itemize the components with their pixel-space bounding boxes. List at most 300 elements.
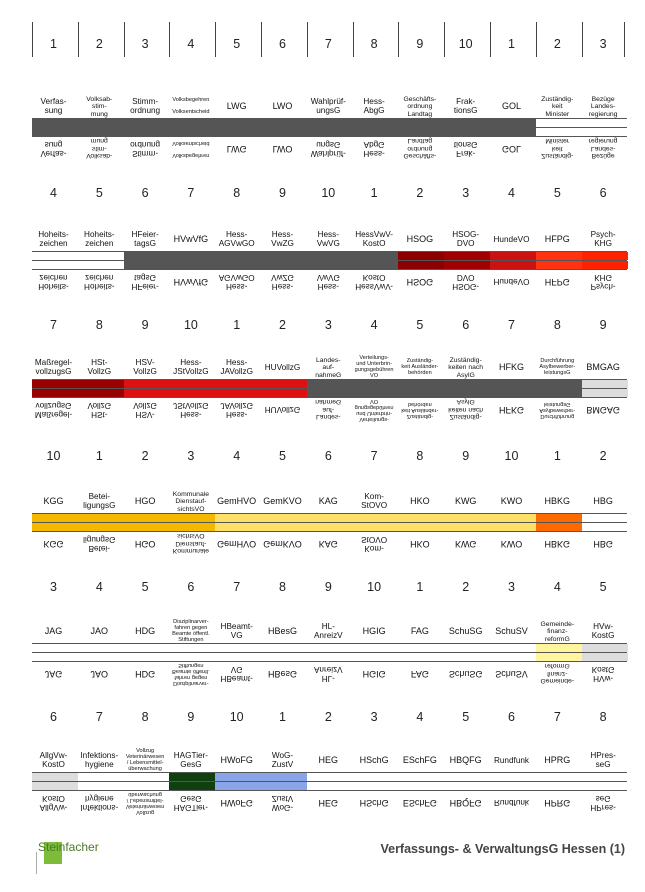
status-cell xyxy=(582,644,628,652)
law-label[interactable]: Frak- tionsG xyxy=(453,97,478,115)
law-label[interactable]: HPres- seG xyxy=(590,751,616,769)
status-cell xyxy=(307,782,353,790)
law-label-mirrored: Hess- AbgG xyxy=(363,140,385,158)
status-cell xyxy=(490,514,536,522)
law-label-mirrored: HessVwV- KostO xyxy=(355,273,393,291)
status-cell xyxy=(353,782,399,790)
status-cell xyxy=(444,782,490,790)
law-label[interactable]: HBQFG xyxy=(449,755,482,766)
status-cell xyxy=(582,261,628,269)
row-number: 6 xyxy=(141,186,149,200)
bar-rule xyxy=(32,531,627,532)
law-label[interactable]: HBKG xyxy=(544,496,571,507)
row-number: 10 xyxy=(46,449,61,463)
status-cell xyxy=(78,119,124,127)
row-number: 8 xyxy=(553,318,561,332)
law-labels-mirrored xyxy=(32,399,627,421)
law-label-mirrored: Stimm- ordnung xyxy=(130,140,161,158)
row-number: 6 xyxy=(50,710,57,724)
status-bar-row xyxy=(32,380,627,388)
status-cell xyxy=(444,773,490,781)
law-label[interactable]: AllgVw- KostO xyxy=(39,751,68,769)
law-label-mirrored: HSchG xyxy=(359,797,389,808)
row-number: 8 xyxy=(599,710,607,724)
law-label-mirrored: KWG xyxy=(454,538,477,549)
footer-divider xyxy=(36,852,37,874)
row-number: 5 xyxy=(599,580,607,594)
law-label-mirrored: Zuständig- keit Minister xyxy=(541,137,574,159)
top-number-tab xyxy=(353,0,396,75)
law-label[interactable]: HBG xyxy=(593,496,613,507)
status-cell xyxy=(261,773,307,781)
law-label[interactable]: HSOG xyxy=(406,234,434,245)
status-cell xyxy=(444,252,490,260)
law-label-mirrored: Disziplinarver- fahren gegen Beamte öffentl. Stiftungen xyxy=(172,662,210,686)
top-number: 2 xyxy=(553,37,561,51)
law-label[interactable]: FAG xyxy=(410,626,429,637)
top-number-tab xyxy=(261,0,304,75)
law-label[interactable]: HEG xyxy=(318,755,339,766)
row-number: 6 xyxy=(508,710,515,724)
row-number: 7 xyxy=(370,449,378,463)
status-cell xyxy=(215,773,261,781)
status-cell xyxy=(124,119,170,127)
law-block xyxy=(32,491,627,555)
law-labels-row xyxy=(32,750,627,772)
law-label-mirrored: GemKVO xyxy=(263,538,302,549)
status-cell xyxy=(78,252,124,260)
status-cell xyxy=(124,523,170,531)
law-label[interactable]: HUVollzG xyxy=(264,362,301,372)
status-cell xyxy=(215,119,261,127)
row-number: 2 xyxy=(324,710,332,724)
law-label[interactable]: Hess- JAVollzG xyxy=(220,358,253,376)
law-labels-mirrored xyxy=(32,663,627,685)
status-cell xyxy=(536,261,582,269)
row-number: 7 xyxy=(95,710,103,724)
status-cell xyxy=(444,119,490,127)
law-label-mirrored: SchuSV xyxy=(495,668,528,679)
status-cell xyxy=(307,644,353,652)
law-label[interactable]: Hess- VwZG xyxy=(271,230,294,248)
status-cell xyxy=(261,644,307,652)
law-label[interactable]: HSt- VollzG xyxy=(87,358,112,376)
status-cell xyxy=(124,773,170,781)
status-cell xyxy=(536,773,582,781)
top-number-tab xyxy=(307,0,350,75)
status-cell xyxy=(536,782,582,790)
law-label-mirrored: Betei- ligungsG xyxy=(83,535,116,553)
law-label-mirrored: Vollzug Veterinärwesen / Lebensmittel- überwachung xyxy=(125,791,165,815)
law-label[interactable]: KWG xyxy=(454,496,477,507)
status-cell xyxy=(307,261,353,269)
law-label[interactable]: Bezüge Landes- regierung xyxy=(588,96,618,118)
law-label[interactable]: GemHVO xyxy=(217,496,257,507)
row-number: 8 xyxy=(95,318,103,332)
status-cell xyxy=(32,514,78,522)
status-cell xyxy=(124,380,170,388)
law-label-mirrored: HBesG xyxy=(267,668,297,679)
law-label-mirrored: HKO xyxy=(410,538,430,549)
number-row xyxy=(18,186,630,206)
law-block xyxy=(32,750,627,814)
law-label-mirrored: Kommunale Dienstauf- sichtsVO xyxy=(172,532,210,554)
law-label[interactable]: KWO xyxy=(500,496,523,507)
top-number: 7 xyxy=(324,37,332,51)
law-label[interactable]: HFeier- tagsG xyxy=(131,230,159,248)
status-cell xyxy=(169,523,215,531)
top-number-tab xyxy=(444,0,487,75)
top-number-tab xyxy=(490,0,533,75)
status-cell xyxy=(490,119,536,127)
law-label-mirrored: JAG xyxy=(44,668,63,679)
law-label[interactable]: Betei- ligungsG xyxy=(83,492,116,510)
law-label[interactable]: HDG xyxy=(135,626,156,637)
row-number: 9 xyxy=(141,318,149,332)
row-number: 5 xyxy=(95,186,103,200)
law-label[interactable]: KGG xyxy=(43,496,64,507)
law-label-mirrored: Rundfunk xyxy=(493,798,530,808)
status-cell xyxy=(582,653,628,661)
number-row xyxy=(18,449,630,469)
law-label[interactable]: HSV- VollzG xyxy=(133,358,157,376)
law-labels-mirrored xyxy=(32,533,627,555)
status-cell xyxy=(169,782,215,790)
status-bar-row xyxy=(32,389,627,397)
law-label[interactable]: Landes- auf- nahmeG xyxy=(315,357,342,379)
law-label[interactable]: HPRG xyxy=(544,755,571,766)
law-label[interactable]: Hess- AbgG xyxy=(363,97,385,115)
law-label-mirrored: HSOG- DVO xyxy=(452,273,480,291)
status-cell xyxy=(215,644,261,652)
law-label[interactable]: Zuständig- keit Minister xyxy=(541,96,574,118)
top-number-tab xyxy=(124,0,167,75)
law-label[interactable]: Infektions- hygiene xyxy=(80,751,119,769)
row-number: 8 xyxy=(233,186,241,200)
law-label[interactable]: HL- AnreizV xyxy=(313,622,343,640)
law-label-mirrored: Gemeinde- finanz- reformG xyxy=(540,662,575,684)
law-label-mirrored: HUVollzG xyxy=(264,405,301,415)
row-number: 4 xyxy=(508,186,515,200)
row-number: 1 xyxy=(416,580,424,594)
law-label-mirrored: Hess- AGVwGO xyxy=(218,273,255,291)
law-label[interactable]: Geschäfts- ordnung Landtag xyxy=(403,96,437,118)
bar-rule xyxy=(32,269,627,270)
law-label-mirrored: Hoheits- zeichen xyxy=(84,273,115,291)
row-number: 1 xyxy=(370,186,378,200)
status-bar-row xyxy=(32,653,627,661)
row-number: 9 xyxy=(324,580,332,594)
status-cell xyxy=(490,644,536,652)
law-label-mirrored: HBQFG xyxy=(449,797,482,808)
law-label-mirrored: Hess- JAVollzG xyxy=(220,401,253,419)
top-number: 10 xyxy=(458,37,473,51)
law-label[interactable]: LWG xyxy=(226,101,247,112)
status-bar-row xyxy=(32,644,627,652)
status-cell xyxy=(353,514,399,522)
row-number: 4 xyxy=(370,318,378,332)
status-cell xyxy=(398,261,444,269)
law-label[interactable]: Zuständig- keiten nach AsylG xyxy=(448,357,484,379)
top-number-strip xyxy=(18,0,630,75)
row-number: 5 xyxy=(279,449,286,463)
law-label-mirrored: HFeier- tagsG xyxy=(131,273,159,291)
top-number: 3 xyxy=(599,37,607,51)
status-cell xyxy=(353,380,399,388)
law-label[interactable]: Rundfunk xyxy=(493,755,530,765)
status-bar-row xyxy=(32,261,627,269)
law-label[interactable]: JAG xyxy=(44,626,63,637)
status-cell xyxy=(353,389,399,397)
law-label[interactable]: HGIG xyxy=(362,626,386,637)
law-label-mirrored: KWO xyxy=(500,538,523,549)
status-cell xyxy=(78,644,124,652)
law-label[interactable]: HFPG xyxy=(544,234,570,245)
status-cell xyxy=(307,389,353,397)
status-cell xyxy=(444,653,490,661)
status-cell xyxy=(32,773,78,781)
row-number: 2 xyxy=(599,449,607,463)
law-label-mirrored: Durchführung Asylbewerber- leistungsG xyxy=(539,401,576,419)
status-cell xyxy=(215,782,261,790)
law-label[interactable]: WoG- ZustV xyxy=(271,751,294,769)
status-cell xyxy=(215,128,261,136)
law-label[interactable]: Durchführung Asylbewerber- leistungsG xyxy=(539,358,576,376)
row-number: 6 xyxy=(324,449,332,463)
law-label-mirrored: Zuständig- keit Ausländer- behörden xyxy=(401,401,439,419)
status-cell xyxy=(169,773,215,781)
row-number: 1 xyxy=(95,449,103,463)
status-cell xyxy=(78,653,124,661)
status-cell xyxy=(398,128,444,136)
page-title: Verfassungs- & VerwaltungsG Hessen (1) xyxy=(380,842,625,856)
row-number: 10 xyxy=(367,580,382,594)
row-number: 5 xyxy=(553,186,561,200)
law-label[interactable]: HWoFG xyxy=(220,755,253,766)
status-cell xyxy=(78,128,124,136)
status-cell xyxy=(490,380,536,388)
status-cell xyxy=(444,261,490,269)
status-cell xyxy=(444,380,490,388)
status-cell xyxy=(32,128,78,136)
law-label[interactable]: Kommunale Dienstauf- sichtsVO xyxy=(172,491,210,513)
law-label-mirrored: HDG xyxy=(135,668,156,679)
law-label[interactable]: Hoheits- zeichen xyxy=(84,230,115,248)
law-label[interactable]: GemKVO xyxy=(263,496,302,507)
law-label-mirrored: FAG xyxy=(410,668,429,679)
row-number: 7 xyxy=(508,318,515,332)
law-label[interactable]: SchuSV xyxy=(495,626,528,637)
law-label-mirrored: HFKG xyxy=(498,404,524,415)
law-label-mirrored: HSt- VollzG xyxy=(87,401,112,419)
status-cell xyxy=(32,252,78,260)
status-cell xyxy=(169,653,215,661)
row-number: 9 xyxy=(279,186,286,200)
status-cell xyxy=(124,261,170,269)
status-cell xyxy=(536,252,582,260)
law-label[interactable]: Hoheits- zeichen xyxy=(38,230,69,248)
law-labels-mirrored xyxy=(32,792,627,814)
status-cell xyxy=(78,523,124,531)
status-cell xyxy=(490,773,536,781)
status-cell xyxy=(78,782,124,790)
status-cell xyxy=(490,128,536,136)
status-cell xyxy=(582,252,628,260)
status-cell xyxy=(398,252,444,260)
law-label[interactable]: SchuSG xyxy=(448,626,483,637)
status-cell xyxy=(78,380,124,388)
law-label-mirrored: Verteilungs- und Unterbrin- gungsgebühren VO xyxy=(354,398,394,422)
status-cell xyxy=(78,389,124,397)
law-label[interactable]: Gemeinde- finanz- reformG xyxy=(540,621,575,643)
status-cell xyxy=(398,773,444,781)
law-label[interactable]: JAO xyxy=(90,626,109,637)
status-cell xyxy=(261,782,307,790)
law-label[interactable]: HVw- KostG xyxy=(591,622,615,640)
status-cell xyxy=(215,653,261,661)
law-label[interactable]: Verfas- sung xyxy=(40,97,67,115)
law-label[interactable]: HundeVO xyxy=(493,234,530,244)
row-number: 7 xyxy=(553,710,561,724)
status-cell xyxy=(582,389,628,397)
status-cell xyxy=(215,514,261,522)
law-label[interactable]: Kom- StOVO xyxy=(361,492,388,510)
law-label[interactable]: HAGTier- GesG xyxy=(173,751,209,769)
row-number: 4 xyxy=(95,580,103,594)
law-label-mirrored: Maßregel- vollzugsG xyxy=(34,401,73,419)
law-label-mirrored: Volksab- stim- mung xyxy=(86,137,113,159)
law-label[interactable]: Verteilungs- und Unterbrin- gungsgebühren VO xyxy=(354,355,394,379)
row-number: 10 xyxy=(321,186,336,200)
law-label[interactable]: HSchG xyxy=(359,755,389,766)
status-cell xyxy=(582,523,628,531)
number-row xyxy=(18,580,630,600)
row-number: 7 xyxy=(233,580,241,594)
row-number: 10 xyxy=(504,449,519,463)
status-cell xyxy=(261,261,307,269)
status-cell xyxy=(398,514,444,522)
law-label-mirrored: LWG xyxy=(226,143,247,154)
law-label[interactable]: Volksbegehren Volksentscheid xyxy=(172,97,210,115)
law-label[interactable]: Disziplinarver- fahren gegen Beamte öffentl. Stiftungen xyxy=(172,619,210,643)
status-cell xyxy=(398,389,444,397)
law-labels-row xyxy=(32,96,627,118)
law-labels-mirrored xyxy=(32,271,627,293)
law-label[interactable]: HVwVfG xyxy=(173,234,209,245)
law-label-mirrored: Psych- KHG xyxy=(590,273,616,291)
status-cell xyxy=(398,380,444,388)
law-label[interactable]: HSOG- DVO xyxy=(452,230,480,248)
law-label[interactable]: Hess- JStVollzG xyxy=(173,358,209,376)
law-label-mirrored: Volksbegehren Volksentscheid xyxy=(172,140,210,158)
law-label[interactable]: LWO xyxy=(272,101,293,112)
row-number: 3 xyxy=(370,710,378,724)
law-label[interactable]: Volksab- stim- mung xyxy=(86,96,113,118)
status-cell xyxy=(124,389,170,397)
law-label[interactable]: HBeamt- VG xyxy=(220,622,253,640)
law-label[interactable]: HKO xyxy=(410,496,430,507)
law-labels-row xyxy=(32,229,627,251)
status-cell xyxy=(124,644,170,652)
status-cell xyxy=(444,523,490,531)
status-cell xyxy=(307,380,353,388)
law-label-mirrored: BMGAG xyxy=(586,404,620,415)
law-label-mirrored: GemHVO xyxy=(217,538,257,549)
law-label[interactable]: Zuständig- keit Ausländer- behörden xyxy=(401,358,439,376)
row-number: 4 xyxy=(233,449,241,463)
law-label-mirrored: JAO xyxy=(90,668,109,679)
law-label-mirrored: SchuSG xyxy=(448,668,483,679)
law-label[interactable]: Stimm- ordnung xyxy=(130,97,161,115)
top-number: 3 xyxy=(141,37,149,51)
status-cell xyxy=(307,514,353,522)
law-label-mirrored: ESchFG xyxy=(402,797,437,808)
status-cell xyxy=(536,514,582,522)
law-label[interactable]: BMGAG xyxy=(586,362,620,373)
status-cell xyxy=(32,261,78,269)
row-number: 3 xyxy=(187,449,195,463)
top-number-tab xyxy=(169,0,212,75)
law-label-mirrored: Infektions- hygiene xyxy=(80,794,119,812)
row-number: 10 xyxy=(183,318,198,332)
law-label-mirrored: HGO xyxy=(134,538,156,549)
row-number: 2 xyxy=(141,449,149,463)
law-label-mirrored: Wahlprüf- ungsG xyxy=(310,140,346,158)
status-bar-row xyxy=(32,773,627,781)
status-cell xyxy=(169,380,215,388)
status-cell xyxy=(353,119,399,127)
law-block xyxy=(32,229,627,293)
status-cell xyxy=(78,514,124,522)
law-label[interactable]: Maßregel- vollzugsG xyxy=(34,358,73,376)
law-label[interactable]: HFKG xyxy=(498,362,524,373)
row-number: 7 xyxy=(50,318,57,332)
top-number: 8 xyxy=(370,37,378,51)
law-label[interactable]: HGO xyxy=(134,496,156,507)
law-label[interactable]: Hess- VwVG xyxy=(316,230,340,248)
status-cell xyxy=(353,128,399,136)
law-label-mirrored: GOL xyxy=(501,143,521,154)
law-label[interactable]: HessVwV- KostO xyxy=(355,230,393,248)
status-cell xyxy=(169,389,215,397)
status-cell xyxy=(536,523,582,531)
law-label[interactable]: Wahlprüf- ungsG xyxy=(310,97,346,115)
status-cell xyxy=(307,523,353,531)
status-cell xyxy=(215,252,261,260)
status-cell xyxy=(261,128,307,136)
law-label[interactable]: Hess- AGVwGO xyxy=(218,230,255,248)
status-cell xyxy=(261,252,307,260)
status-cell xyxy=(32,653,78,661)
top-number: 1 xyxy=(508,37,515,51)
row-number: 2 xyxy=(416,186,424,200)
law-label[interactable]: KAG xyxy=(318,496,338,507)
row-number: 1 xyxy=(279,710,286,724)
law-label[interactable]: GOL xyxy=(501,101,521,112)
law-label[interactable]: ESchFG xyxy=(402,755,437,766)
law-label[interactable]: Vollzug Veterinärwesen / Lebensmittel- überwachung xyxy=(125,748,165,772)
status-cell xyxy=(536,389,582,397)
row-number: 3 xyxy=(50,580,57,594)
law-label[interactable]: HBesG xyxy=(267,626,297,637)
row-number: 3 xyxy=(462,186,470,200)
law-label-mirrored: Bezüge Landes- regierung xyxy=(588,137,618,159)
status-cell xyxy=(398,644,444,652)
status-bar-row xyxy=(32,514,627,522)
law-label-mirrored: Verfas- sung xyxy=(40,140,67,158)
status-cell xyxy=(32,389,78,397)
law-label[interactable]: Psych- KHG xyxy=(590,230,616,248)
